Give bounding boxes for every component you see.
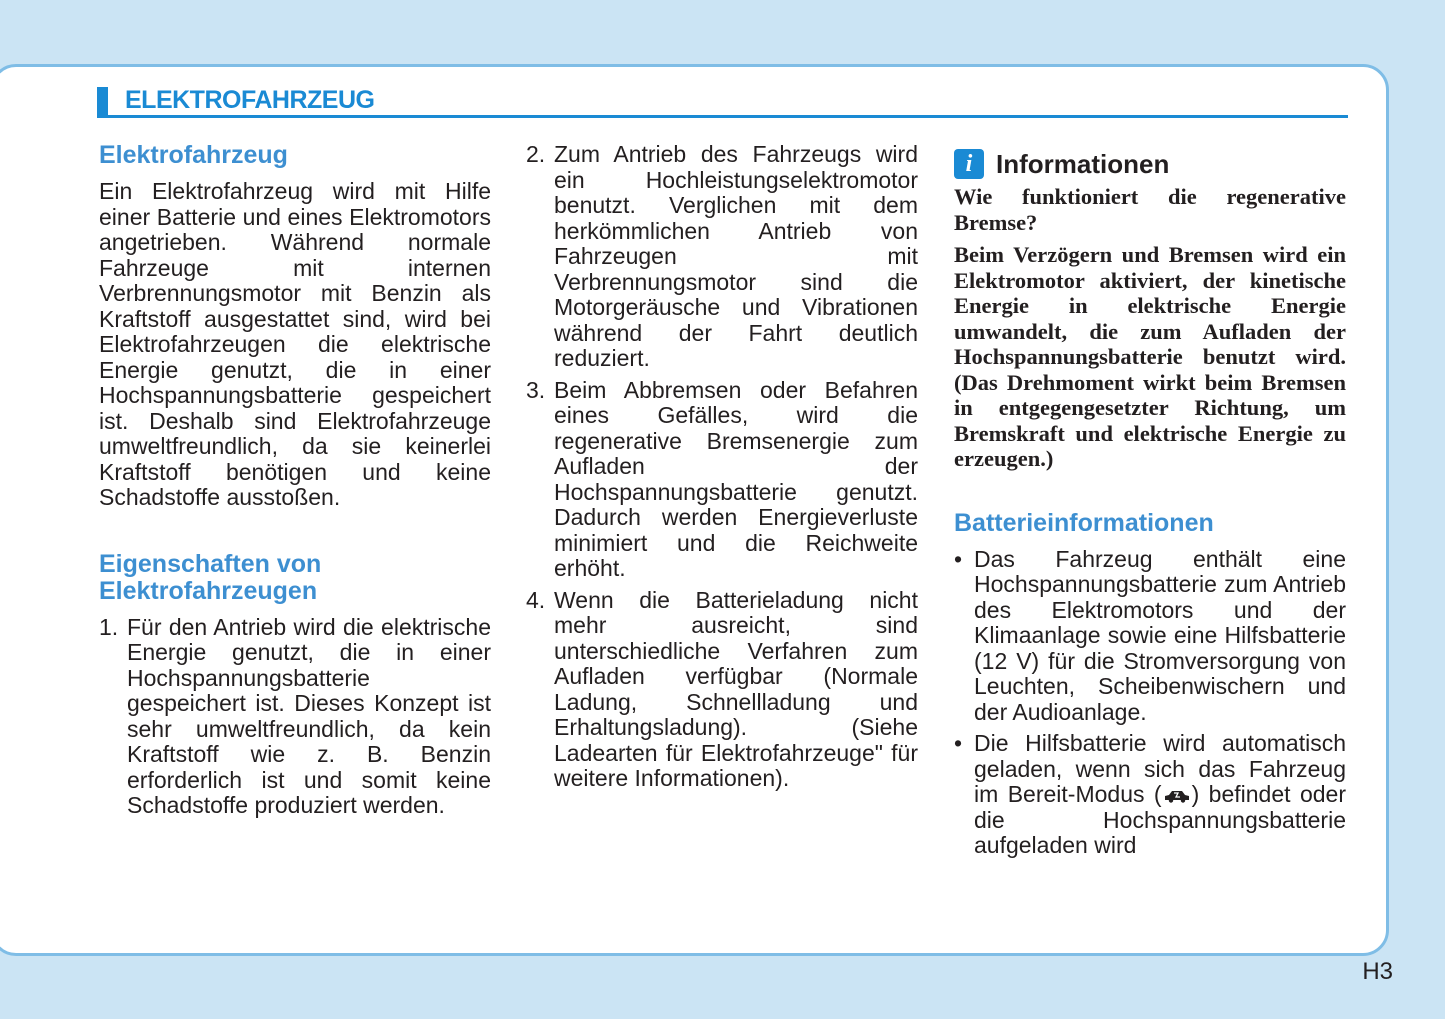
section-header xyxy=(97,86,1348,118)
bullet-text xyxy=(974,731,1346,859)
list-item xyxy=(526,142,918,372)
item-text: Zum Antrieb des Fahrzeugs wird ein Hochleistungselektromotor benutzt. Verglichen mit dem herkömmlichen Antrieb von Fahrzeugen mit Verbrennungsmotor sind die Motorgeräusche und Vibrationen während der Fahrt deutlich reduziert. xyxy=(554,141,918,371)
section-title: ELEKTROFAHRZEUG xyxy=(125,86,375,114)
info-title: Informationen xyxy=(996,148,1170,179)
bullet-text-part1: Die Hilfsbatterie wird automatisch geladen, wenn sich das Fahrzeug im Bereit-Modus ( xyxy=(974,730,1346,807)
list-item xyxy=(954,547,1346,726)
ready-mode-car-icon xyxy=(1162,789,1192,803)
list-item xyxy=(99,615,491,819)
column-left xyxy=(99,142,491,825)
item-text: Für den Antrieb wird die elektrische Energie genutzt, die in einer Hochspannungsbatterie gespeichert ist. Dieses Konzept ist sehr umweltfreundlich, da kein Kraftstoff wie z. B. Benzin erforderlich ist und somit keine Schadstoffe produziert werden. xyxy=(127,613,491,818)
info-answer: Beim Verzögern und Bremsen wird ein Elektromotor aktiviert, der kinetische Energie in elektrische Energie umwandelt, die zum Aufladen der Hochspannungsbatterie benutzt wird. (Das Drehmoment wirkt beim Bremsen in entgegengesetzter Richtung, um Bremskraft und elektrische Energie zu erzeugen.) xyxy=(954,242,1346,471)
info-question: Wie funktioniert die regenerative Bremse? xyxy=(954,184,1346,235)
info-icon: i xyxy=(954,149,984,179)
column-middle xyxy=(526,142,918,798)
bullet-dot: • xyxy=(954,730,963,756)
item-text: Wenn die Batterieladung nicht mehr ausreicht, sind unterschiedliche Verfahren zum Aufladen verfügbar (Normale Ladung, Schnellladung und Erhaltungsladung). (Siehe Ladearten für Elektrofahrzeuge" für weitere Informationen). xyxy=(554,586,918,791)
bullet-text: Das Fahrzeug enthält eine Hochspannungsbatterie zum Antrieb des Elektromotors und der Klimaanlage sowie eine Hilfsbatterie (12 V) für die Stromversorgung von Leuchten, Scheibenwischern und der Audioanlage. xyxy=(974,545,1346,725)
intro-paragraph: Ein Elektrofahrzeug wird mit Hilfe einer Batterie und eines Elektromotors angetrieben. Während normale Fahrzeuge mit internen Verbrennungsmotor mit Benzin als Kraftstoff ausgestattet sind, wird bei Elektrofahrzeugen die elektrische Energie genutzt, die in einer Hochspannungsbatterie gespeichert ist. Deshalb sind Elektrofahrzeuge umweltfreundlich, da sie keinerlei Kraftstoff benötigen und keine Schadstoffe ausstoßen. xyxy=(99,178,491,510)
info-header xyxy=(954,148,1346,180)
list-item xyxy=(526,588,918,792)
item-number: 2. xyxy=(526,141,546,167)
heading-batterieinformationen: Batterieinformationen xyxy=(954,508,1214,537)
section-marker xyxy=(97,87,108,116)
item-number: 3. xyxy=(526,376,546,403)
list-item xyxy=(526,378,918,582)
column-right xyxy=(954,148,1346,865)
heading-elektrofahrzeug: Elektrofahrzeug xyxy=(99,141,288,169)
bullet-dot: • xyxy=(954,545,963,572)
heading-eigenschaften: Eigenschaften von Elektrofahrzeugen xyxy=(99,549,322,605)
list-item xyxy=(954,731,1346,859)
item-text: Beim Abbremsen oder Befahren eines Gefälles, wird die regenerative Bremsenergie zum Aufladen der Hochspannungsbatterie genutzt. Dadurch werden Energieverluste minimiert und die Reichweite erhöht. xyxy=(554,376,918,581)
bullet-text-part2: ) befindet oder die Hochspannungsbatterie aufgeladen wird xyxy=(974,781,1346,858)
item-number: 4. xyxy=(526,586,546,613)
item-number: 1. xyxy=(99,613,119,640)
page-number: H3 xyxy=(1362,958,1393,985)
